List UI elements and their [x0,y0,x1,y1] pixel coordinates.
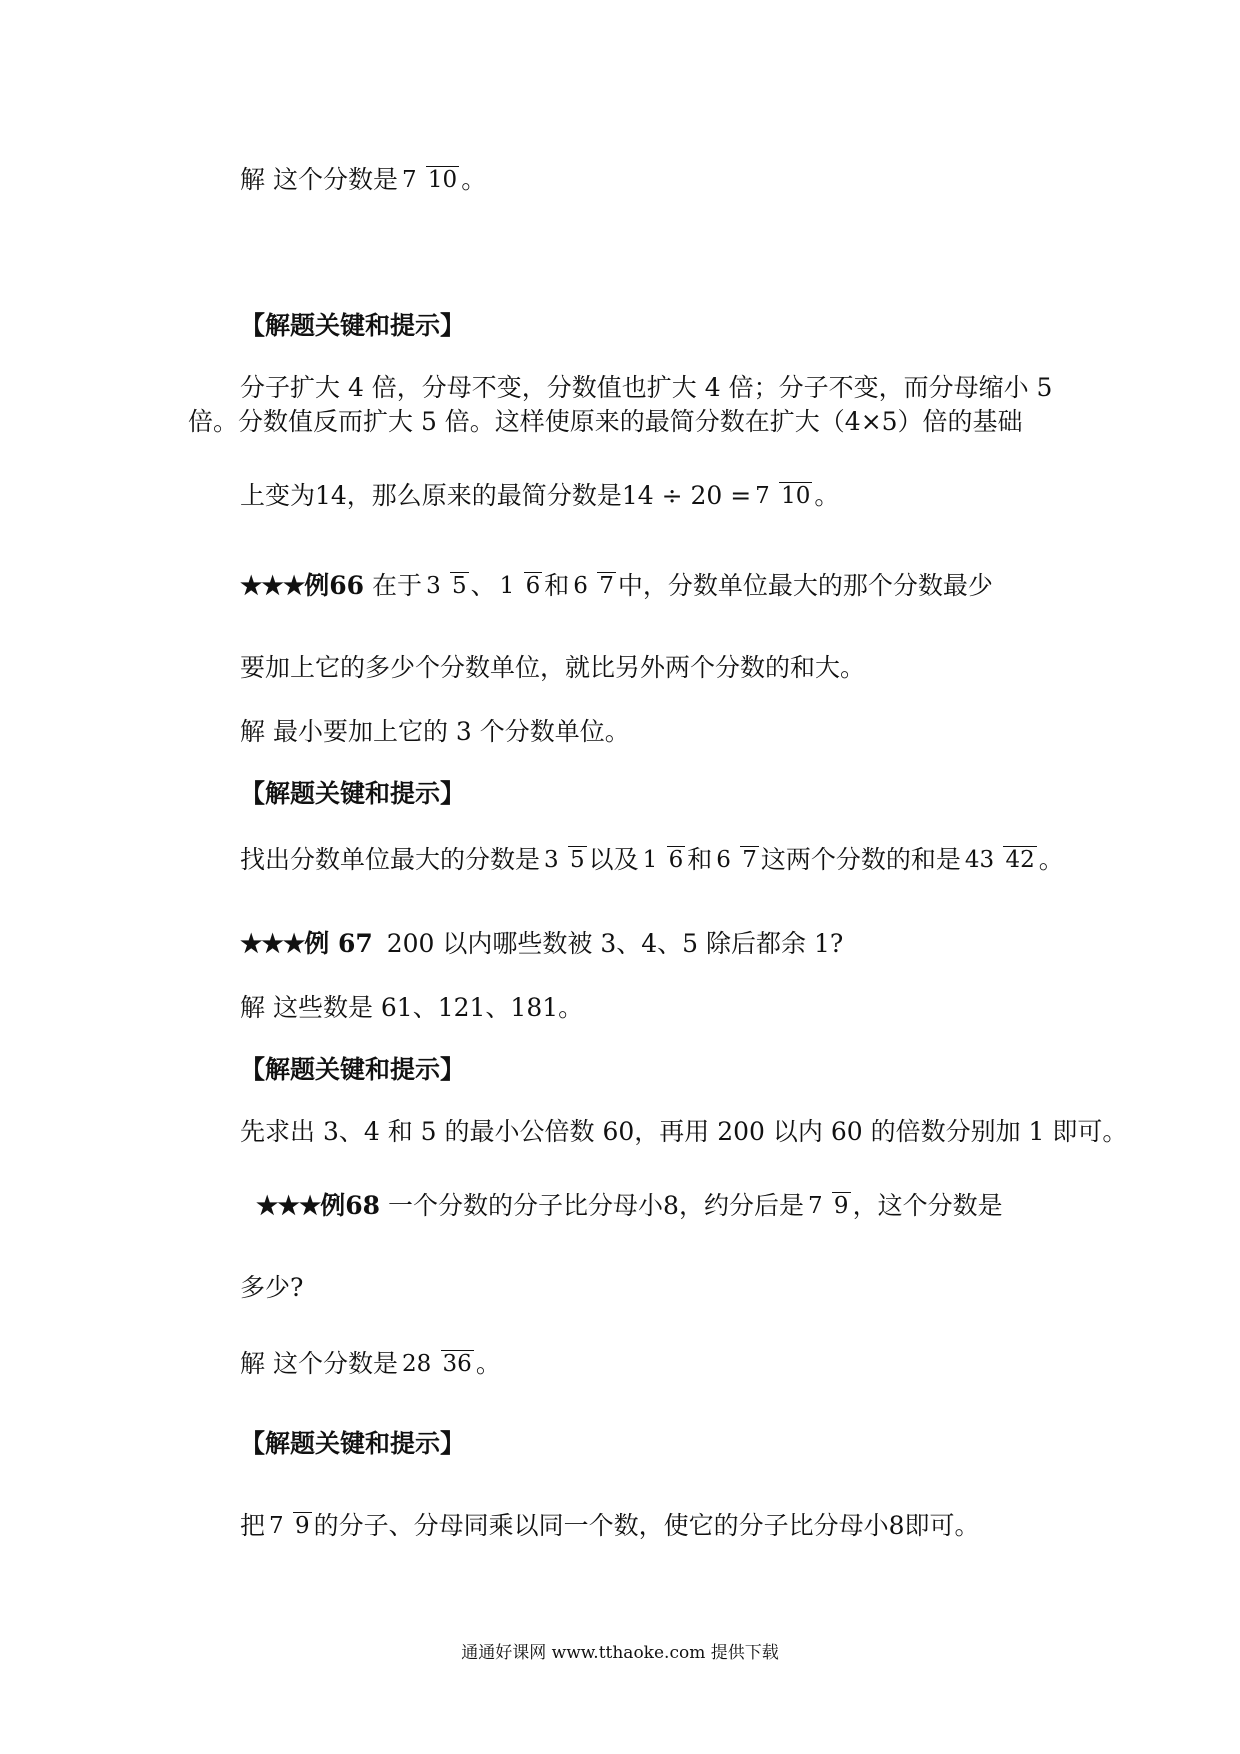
numerator: 7 [755,482,770,509]
separator: 、 [470,571,496,600]
hint-text: 的分子、分母同乘以同一个数，使它的分子比分母小8即可。 [313,1511,980,1540]
answer-text: 解 这个分数是 [240,1349,398,1378]
denominator: 10 [781,482,811,509]
hint-end: 。 [814,481,840,510]
example-text: 中，分数单位最大的那个分数最少 [617,571,993,600]
example-66-line-2: 要加上它的多少个分数单位，就比另外两个分数的和大。 [240,653,866,682]
example-text: 在于 [372,571,423,600]
numerator: 6 [573,572,588,599]
hint-text: 以及 [588,845,639,874]
fraction [267,1514,312,1539]
denominator: 5 [452,572,467,599]
fraction [424,574,469,599]
example-67 [240,926,843,962]
denominator: 5 [569,846,585,873]
hint-text: 找出分数单位最大的分数是 [240,845,541,874]
numerator: 3 [544,846,559,873]
key-heading: 【解题关键和提示】 [240,779,466,808]
hint-end: 。 [1038,845,1064,874]
fraction [542,848,587,873]
fraction [714,848,759,873]
page-footer: 通通好课网 www.tthaoke.com 提供下载 [461,1643,779,1663]
example-label: 例 67 [304,929,373,958]
answer-68 [240,1346,501,1382]
answer-67: 解 这些数是 61、121、181。 [240,993,584,1022]
denominator: 9 [294,1512,310,1539]
numerator: 7 [269,1512,284,1539]
numerator: 7 [401,166,417,193]
example-text: 一个分数的分子比分母小8，约分后是 [388,1191,804,1220]
key-heading: 【解题关键和提示】 [240,311,466,340]
key-heading: 【解题关键和提示】 [240,1055,466,1084]
denominator: 6 [525,572,541,599]
separator: 和 [544,571,570,600]
denominator: 6 [668,846,684,873]
example-68 [256,1188,1003,1224]
hint-65-line-3 [240,478,839,514]
example-label: 例68 [320,1191,381,1220]
example-text: 200 以内哪些数被 3、4、5 除后都余 1? [386,929,844,958]
numerator: 43 [964,846,995,873]
example-66 [240,568,993,604]
hint-67: 先求出 3、4 和 5 的最小公倍数 60，再用 200 以内 60 的倍数分别加 1 即可。 [240,1117,1128,1146]
fraction [963,848,1037,873]
hint-65-line-1: 分子扩大 4 倍，分母不变，分数值也扩大 4 倍；分子不变，而分母缩小 5 [240,373,1053,402]
denominator: 7 [742,846,757,873]
denominator: 42 [1005,846,1035,873]
denominator: 10 [427,166,458,193]
numerator: 28 [401,1350,432,1377]
hint-text: 把 [240,1511,266,1540]
difficulty-stars: ★★★ [240,929,305,958]
example-68-line-2: 多少? [240,1273,304,1302]
fraction [400,1352,474,1377]
denominator: 9 [833,1192,849,1219]
answer-end: 。 [475,1349,501,1378]
numerator: 7 [807,1192,823,1219]
hint-68 [240,1508,980,1544]
denominator: 7 [599,572,614,599]
numerator: 1 [642,846,658,873]
denominator: 36 [442,1350,472,1377]
numerator: 6 [716,846,731,873]
answer-text: 解 这个分数是 [240,165,398,194]
fraction [806,1194,851,1219]
example-label: 例66 [304,571,365,600]
fraction [753,484,812,509]
hint-text: 和 [687,845,713,874]
fraction [571,574,616,599]
hint-65-line-2: 倍。分数值反而扩大 5 倍。这样使原来的最简分数在扩大（4×5）倍的基础 [188,407,1023,436]
example-text: ，这个分数是 [852,1191,1003,1220]
difficulty-stars: ★★★ [240,571,305,600]
numerator: 1 [499,572,515,599]
answer-65 [240,162,486,198]
hint-text: 这两个分数的和是 [760,845,961,874]
answer-end: 。 [461,165,487,194]
hint-66 [240,842,1064,878]
key-heading: 【解题关键和提示】 [240,1429,466,1458]
numerator: 3 [426,572,441,599]
fraction [641,848,686,873]
hint-text: 上变为14，那么原来的最简分数是14 ÷ 20 = [240,481,752,510]
fraction [400,168,459,193]
fraction [498,574,543,599]
difficulty-stars: ★★★ [256,1191,321,1220]
answer-66: 解 最小要加上它的 3 个分数单位。 [240,717,630,746]
